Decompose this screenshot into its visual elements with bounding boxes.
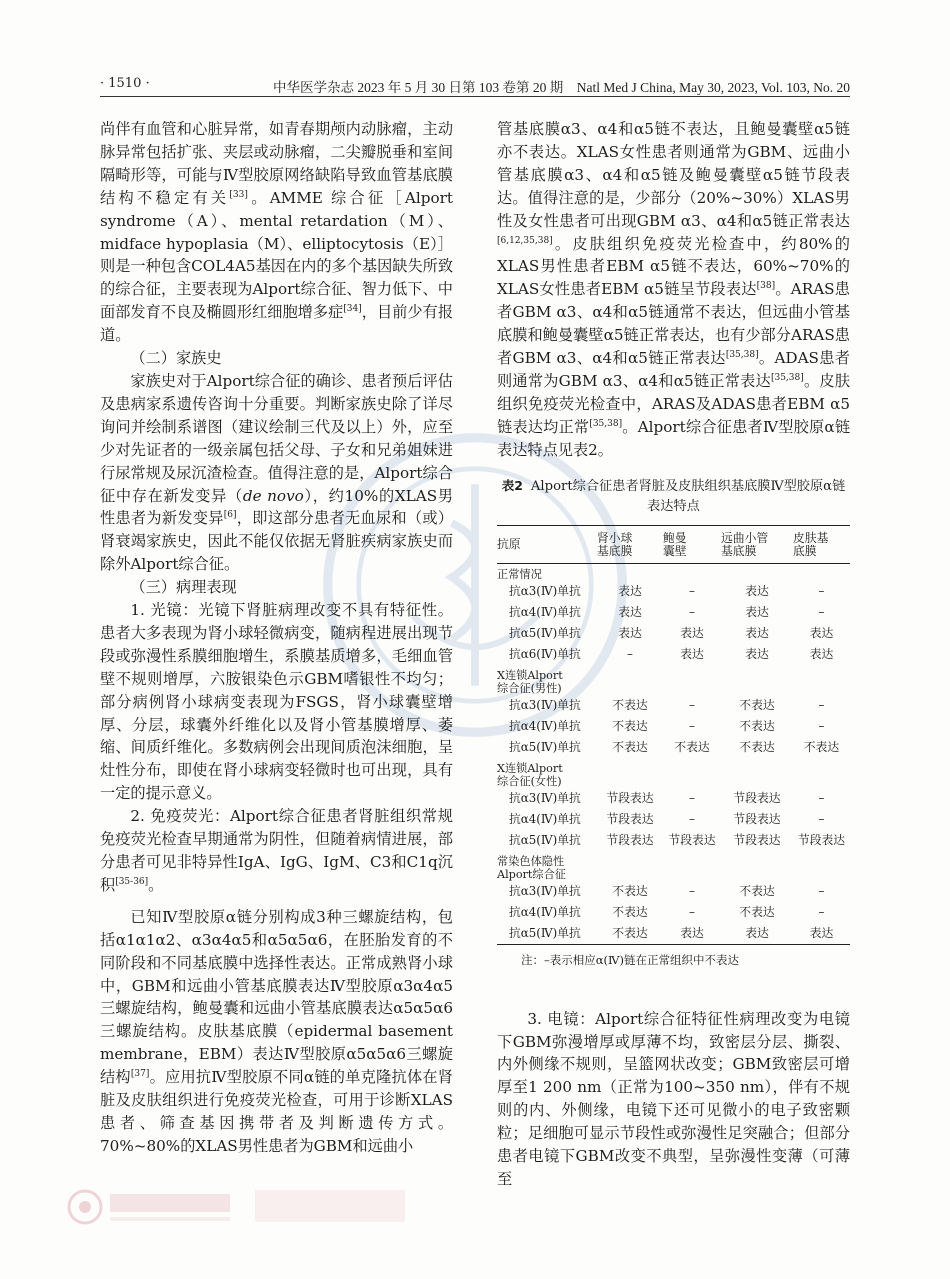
table-row: [497, 623, 850, 644]
table-group-row: [497, 851, 850, 881]
expression-cell: –: [818, 904, 825, 919]
expression-cell: 不表达: [612, 883, 648, 898]
antibody-cell: 抗α3(Ⅳ)单抗: [509, 790, 581, 805]
table-row: [497, 809, 850, 830]
antibody-cell: 抗α6(Ⅳ)单抗: [509, 646, 581, 661]
expression-cell: 不表达: [739, 883, 775, 898]
expression-cell: –: [689, 883, 695, 898]
expression-cell: 表达: [793, 923, 850, 945]
column-header: 抗原: [497, 525, 597, 563]
expression-cell: 节段表达: [606, 790, 654, 805]
expression-cell: –: [689, 790, 695, 805]
table-2: [497, 525, 850, 945]
antibody-cell: 抗α5(Ⅳ)单抗: [509, 739, 581, 754]
group-label: 常染色体隐性 Alport综合征: [497, 854, 566, 881]
column-header: 鲍曼 囊壁: [663, 525, 721, 563]
expression-cell: –: [689, 697, 695, 712]
table-row: [497, 737, 850, 758]
antibody-cell: 抗α3(Ⅳ)单抗: [509, 697, 581, 712]
column-header: 肾小球 基底膜: [597, 525, 663, 563]
antibody-cell: 抗α4(Ⅳ)单抗: [509, 904, 581, 919]
paragraph: 管基底膜α3、α4和α5链不表达，且鲍曼囊壁α5链亦不表达。XLAS女性患者则通常为GBM、远曲小管基底膜α3、α4和α5链及鲍曼囊壁α5链节段表达。值得注意的是，少部分（20%~30%）XLAS男性及女性患者可出现GBM α3、α4和α5链正常表达[6,12,35,38]。皮肤组织免疫荧光检查中，约80%的XLAS男性患者EBM α5链不表达，60%~70%的XLAS女性患者EBM α5链呈节段表达[38]。ARAS患者GBM α3、α4和α5链通常不表达，但远曲小管基底膜和鲍曼囊壁α5链正常表达，也有少部分ARAS患者GBM α3、α4和α5链正常表达[35,38]。ADAS患者则通常为GBM α3、α4和α5链正常表达[35,38]。皮肤组织免疫荧光检查中，ARAS及ADAS患者EBM α5链表达均正常[35,38]。Alport综合征患者Ⅳ型胶原α链表达特点见表2。: [497, 120, 851, 459]
group-label: 正常情况: [497, 567, 542, 581]
table-row: [497, 716, 850, 737]
antibody-cell: 抗α4(Ⅳ)单抗: [509, 718, 581, 733]
table-row: [497, 830, 850, 851]
table-header-row: [497, 525, 850, 563]
table-row: [497, 602, 850, 623]
expression-cell: –: [689, 604, 695, 619]
expression-cell: –: [818, 604, 825, 619]
page-number: · 1510 ·: [100, 76, 150, 91]
expression-cell: 不表达: [739, 697, 775, 712]
expression-cell: 表达: [809, 625, 834, 640]
expression-cell: 表达: [745, 604, 769, 619]
paragraph: 3. 电镜：Alport综合征特征性病理改变为电镜下GBM弥漫增厚或厚薄不均，致密层分层、撕裂、内外侧缘不规则，呈篮网状改变；GBM致密层可增厚至1 200 nm（正常为100~350 nm），伴有不规则的内、外侧缘，电镜下还可见微小的电子致密颗粒；足细胞可显示节段性或弥漫性足突融合；但部分患者电镜下GBM改变不典型，呈弥漫性变薄（可薄至: [497, 1009, 850, 1188]
antibody-cell: 抗α3(Ⅳ)单抗: [509, 583, 581, 598]
section-heading-family-history: （二）家族史: [130, 349, 222, 368]
expression-cell: 不表达: [612, 739, 648, 754]
expression-cell: 表达: [680, 646, 704, 661]
expression-cell: 不表达: [612, 697, 648, 712]
table-group-row: [497, 758, 850, 788]
antibody-cell: 抗α5(Ⅳ)单抗: [509, 832, 581, 847]
section-heading-pathology: （三）病理表现: [130, 578, 237, 597]
expression-cell: –: [689, 583, 695, 598]
antibody-cell: 抗α3(Ⅳ)单抗: [509, 883, 581, 898]
publisher-logo: [65, 1182, 425, 1232]
expression-cell: 表达: [663, 923, 721, 945]
table-group-row: [497, 563, 850, 581]
table-label: 表2: [501, 477, 523, 493]
expression-cell: 节段表达: [733, 790, 781, 805]
antibody-cell: 抗α5(Ⅳ)单抗: [497, 923, 597, 945]
table-row: [497, 902, 850, 923]
expression-cell: 表达: [680, 625, 704, 640]
expression-cell: –: [818, 718, 825, 733]
expression-cell: –: [689, 811, 695, 826]
expression-cell: 节段表达: [606, 811, 654, 826]
table-row: [497, 581, 850, 602]
table-row: [497, 695, 850, 716]
expression-cell: 不表达: [674, 739, 710, 754]
expression-cell: 节段表达: [733, 832, 781, 847]
expression-cell: 节段表达: [797, 832, 846, 847]
table-row: [497, 788, 850, 809]
expression-cell: 表达: [721, 923, 793, 945]
running-header: [100, 74, 850, 97]
expression-cell: 表达: [745, 646, 769, 661]
paragraph: 尚伴有血管和心脏异常，如青春期颅内动脉瘤，主动脉异常包括扩张、夹层或动脉瘤，二尖瓣脱垂和室间隔畸形等，可能与Ⅳ型胶原网络缺陷导致血管基底膜结构不稳定有关[33]。AMME 综合征［Alport syndrome（A）、mental retardation（M）、midface hypoplasia（M）、elliptocytosis（E）］则是一种包含COL4A5基因在内的多个基因缺失所致的综合征，主要表现为Alport综合征、智力低下、中面部发育不良及椭圆形红细胞增多症[34]，目前少有报道。: [100, 120, 454, 345]
expression-cell: 表达: [809, 646, 834, 661]
expression-cell: 不表达: [739, 718, 775, 733]
expression-cell: 节段表达: [733, 811, 781, 826]
table-group-row: [497, 665, 850, 695]
paragraph: 1. 光镜：光镜下肾脏病理改变不具有特征性。患者大多表现为肾小球轻微病变，随病程进展出现节段或弥漫性系膜细胞增生，系膜基质增多，毛细血管壁不规则增厚，六胺银染色示GBM嗜银性不均匀；部分病例肾小球病变表现为FSGS，肾小球囊壁增厚、分层，球囊外纤维化以及肾小管基膜增厚、萎缩、间质纤维化。多数病例会出现间质泡沫细胞，呈灶性分布，即使在肾小球病变轻微时也可出现，具有一定的提示意义。: [100, 601, 453, 803]
expression-cell: –: [818, 811, 825, 826]
expression-cell: 节段表达: [606, 832, 654, 847]
expression-cell: –: [627, 646, 633, 661]
column-header: 皮肤基 底膜: [793, 525, 850, 563]
group-label: X连锁Alport 综合征(男性): [497, 668, 563, 695]
expression-cell: –: [818, 583, 825, 598]
antibody-cell: 抗α4(Ⅳ)单抗: [509, 811, 581, 826]
expression-cell: 表达: [618, 583, 642, 598]
expression-cell: –: [818, 883, 825, 898]
expression-cell: 表达: [745, 583, 769, 598]
expression-cell: 表达: [745, 625, 769, 640]
table-row: [497, 923, 850, 945]
expression-cell: 不表达: [612, 904, 648, 919]
table-title: Alport综合征患者肾脏及皮肤组织基底膜Ⅳ型胶原α链表达特点: [530, 478, 846, 514]
antibody-cell: 抗α4(Ⅳ)单抗: [509, 604, 581, 619]
expression-cell: 不表达: [739, 739, 775, 754]
expression-cell: 不表达: [803, 739, 840, 754]
antibody-cell: 抗α5(Ⅳ)单抗: [509, 625, 581, 640]
expression-cell: 表达: [618, 604, 642, 619]
left-column: [100, 118, 453, 1158]
right-column: [497, 118, 850, 1191]
expression-cell: –: [689, 904, 695, 919]
group-label: X连锁Alport 综合征(女性): [497, 761, 563, 788]
table-caption: [497, 476, 850, 517]
expression-cell: 不表达: [612, 718, 648, 733]
paragraph: 已知Ⅳ型胶原α链分别构成3种三螺旋结构，包括α1α1α2、α3α4α5和α5α5α6，在胚胎发育的不同阶段和不同基底膜中选择性表达。正常成熟肾小球中，GBM和远曲小管基底膜表达Ⅳ型胶原α3α4α5三螺旋结构，鲍曼囊和远曲小管基底膜表达α5α5α6三螺旋结构。皮肤基底膜（epidermal basement membrane，EBM）表达Ⅳ型胶原α5α5α6三螺旋结构[37]。应用抗Ⅳ型胶原不同α链的单克隆抗体在肾脏及皮肤组织进行免疫荧光检查，可用于诊断XLAS患者、筛查基因携带者及判断遗传方式。70%~80%的XLAS男性患者为GBM和远曲小: [100, 907, 453, 1155]
journal-citation: 中华医学杂志 2023 年 5 月 30 日第 103 卷第 20 期 Natl Med J China, May 30, 2023, Vol. 103, No. 20: [273, 80, 850, 95]
table-note: 注：–表示相应α(Ⅳ)链在正常组织中不表达: [521, 952, 739, 967]
expression-cell: –: [818, 697, 825, 712]
expression-cell: 不表达: [597, 923, 663, 945]
column-header: 远曲小管 基底膜: [721, 525, 793, 563]
paragraph: 2. 免疫荧光：Alport综合征患者肾脏组织常规免疫荧光检查早期通常为阴性，但随着病情进展，部分患者可见非特异性IgA、IgG、IgM、C3和C1q沉积[35-36]。: [100, 807, 453, 894]
expression-cell: 不表达: [739, 904, 775, 919]
table-row: [497, 644, 850, 665]
table-row: [497, 881, 850, 902]
expression-cell: 表达: [618, 625, 642, 640]
expression-cell: 节段表达: [668, 832, 716, 847]
expression-cell: –: [818, 790, 825, 805]
expression-cell: –: [689, 718, 695, 733]
paragraph: 家族史对于Alport综合征的确诊、患者预后评估及患病家系遗传咨询十分重要。判断家族史除了详尽询问并绘制系谱图（建议绘制三代及以上）外，应至少对先证者的一级亲属包括父母、子女和兄弟姐妹进行尿常规及尿沉渣检查。值得注意的是，Alport综合征中存在新发变异（de novo），约10%的XLAS男性患者为新发变异[6]，即这部分患者无血尿和（或）肾衰竭家族史，因此不能仅依据无肾脏疾病家族史而除外Alport综合征。: [100, 371, 454, 574]
